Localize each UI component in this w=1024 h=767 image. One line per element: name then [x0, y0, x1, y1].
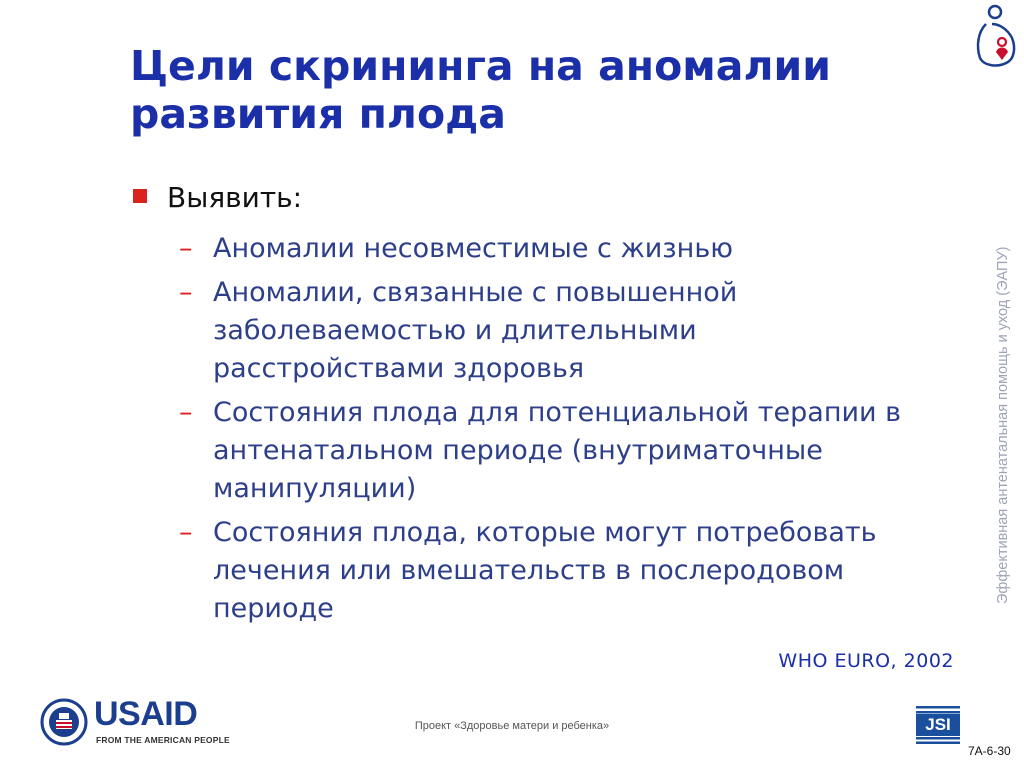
sub-bullet-item: [130, 514, 970, 628]
jsi-logo-text: JSI: [925, 715, 951, 734]
mother-child-logo-icon: [968, 2, 1020, 70]
square-bullet-icon: [133, 189, 147, 203]
sub-bullet-item: [130, 230, 970, 268]
sub-bullet-text: Состояния плода, которые могут потребовать лечения или вмешательств в послеродовом периоде: [213, 517, 877, 624]
bullet-list: [130, 178, 970, 634]
sub-bullet-text: Аномалии несовместимые с жизнью: [213, 233, 733, 264]
bullet-label: Выявить:: [167, 181, 303, 214]
side-caption: Эффективная антенатальная помощь и уход (ЭАПУ): [995, 246, 1011, 604]
dash-icon: –: [179, 233, 193, 264]
sub-bullet-list: [130, 230, 970, 628]
sub-bullet-item: [130, 274, 970, 388]
sub-bullet-item: [130, 394, 970, 508]
slide-title: Цели скрининга на аномалии развития плода: [130, 42, 831, 138]
slide-number: 7A-6-30: [968, 744, 1011, 758]
dash-icon: –: [179, 517, 193, 548]
dash-icon: –: [179, 397, 193, 428]
footer-project: Проект «Здоровье матери и ребенка»: [414, 720, 610, 732]
dash-icon: –: [179, 277, 193, 308]
sub-bullet-text: Аномалии, связанные с повышенной заболеваемостью и длительными расстройствами здоровья: [213, 277, 738, 384]
bullet-main: [130, 178, 970, 222]
citation: WHO EURO, 2002: [778, 650, 954, 672]
usaid-wordmark-text: USAID: [94, 695, 198, 733]
sub-bullet-text: Состояния плода для потенциальной терапии в антенатальном периоде (внутриматочные манипуляции): [213, 397, 902, 504]
usaid-tagline: FROM THE AMERICAN PEOPLE: [96, 735, 230, 745]
jsi-logo: [916, 706, 960, 744]
